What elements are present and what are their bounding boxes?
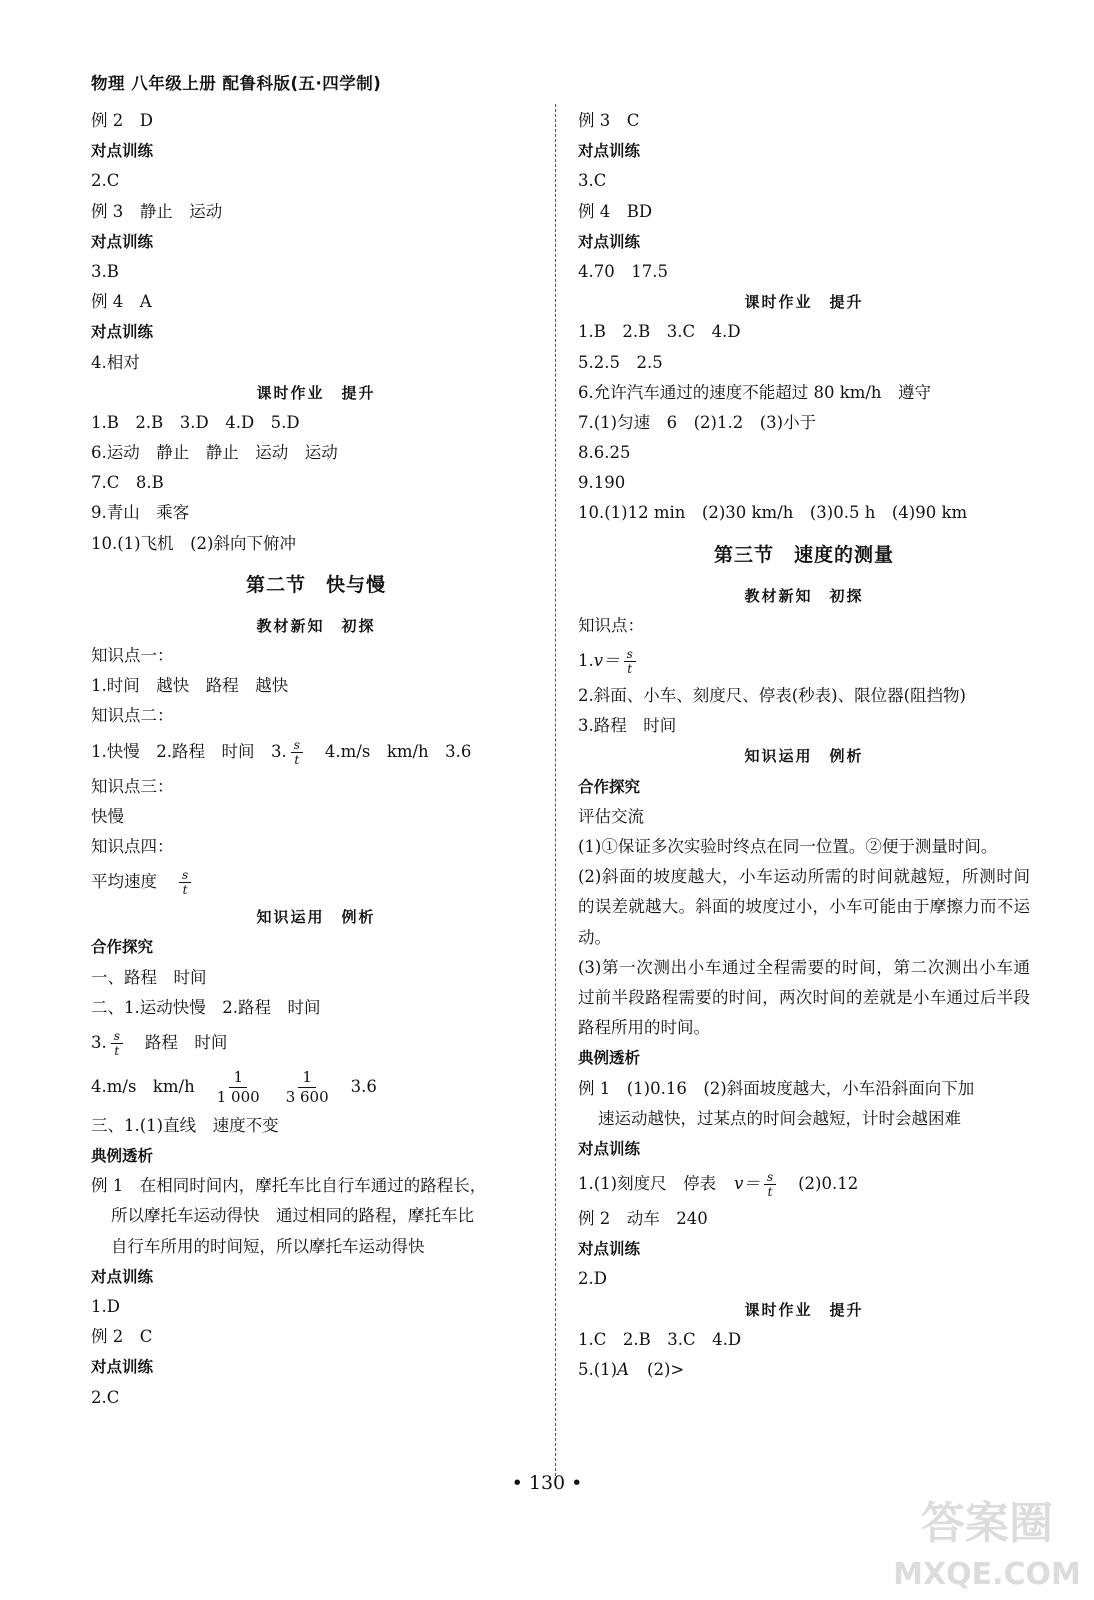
subsection-title: 课时作业 提升 <box>256 383 376 402</box>
subsection-title: 知识运用 例析 <box>744 747 864 766</box>
answer-text: 1.快慢 2.路程 时间 3. <box>91 741 287 761</box>
answer-text: 1.(1)刻度尺 停表 <box>578 1174 717 1194</box>
answer-line <box>91 862 541 902</box>
subheading: 对点训练 <box>578 142 641 161</box>
answer-line: 1.D <box>91 1297 120 1316</box>
answer-text: 1. <box>578 651 594 670</box>
answer-line: 例 1 在相同时间内，摩托车比自行车通过的路程长， <box>91 1176 487 1196</box>
column-divider <box>555 104 556 1476</box>
subheading: 对点训练 <box>578 232 641 251</box>
subheading: 对点训练 <box>91 323 154 342</box>
answer-line: 3.B <box>91 261 119 281</box>
fraction-one-over-3600: $\frac{1}{3 600}$ <box>285 1067 329 1106</box>
answer-line: 6.允许汽车通过的速度不能超过 80 km/h 遵守 <box>578 382 932 402</box>
answer-line <box>578 641 1030 681</box>
knowledge-point-label: 知识点一： <box>91 646 174 665</box>
watermark-logo <box>892 1488 1082 1593</box>
answer-line: 2.斜面、小车、刻度尺、停表(秒表)、限位器(阻挡物) <box>578 686 966 705</box>
answer-line: 5.2.5 2.5 <box>578 352 663 372</box>
answer-text: (2)> <box>647 1360 685 1380</box>
section-title: 第三节 速度的测量 <box>713 543 894 566</box>
answer-text: 3.6 <box>350 1076 377 1096</box>
answer-line: 例 2 动车 240 <box>578 1209 708 1229</box>
answer-line: 8.6.25 <box>578 443 631 463</box>
knowledge-point-label: 知识点三： <box>91 776 174 796</box>
answer-line: 1.B 2.B 3.D 4.D 5.D <box>91 412 300 432</box>
answer-line <box>91 1063 541 1111</box>
answer-line: 速运动越快，过某点的时间会越短，计时会越困难 <box>598 1108 961 1128</box>
fraction-s-over-t: $\frac{s}{t}$ <box>291 739 303 766</box>
knowledge-point-label: 知识点四： <box>91 836 174 856</box>
answer-line: 10.(1)飞机 (2)斜向下俯冲 <box>91 533 296 553</box>
knowledge-point-label: 知识点： <box>578 615 644 635</box>
subheading: 合作探究 <box>578 777 641 796</box>
subsection-title: 教材新知 初探 <box>256 616 376 635</box>
subheading: 对点训练 <box>578 1139 641 1158</box>
answer-line <box>91 732 541 772</box>
knowledge-point-label: 知识点二： <box>91 706 174 726</box>
answer-text: 4.m/s km/h <box>91 1076 195 1096</box>
answer-text: 3. <box>91 1032 107 1052</box>
answer-text: 平均速度 <box>91 872 157 892</box>
watermark-text-bottom: MXQE.COM <box>893 1557 1081 1592</box>
page-header: 物理 八年级上册 配鲁科版(五·四学制) <box>91 74 382 93</box>
subheading: 典例透析 <box>91 1147 154 1166</box>
answer-text: (2)0.12 <box>798 1174 859 1194</box>
subheading: 对点训练 <box>91 1358 154 1377</box>
answer-line: 4.相对 <box>91 352 140 372</box>
subsection-title: 课时作业 提升 <box>744 1300 864 1319</box>
paragraph: (3)第一次测出小车通过全程需要的时间，第二次测出小车通过前半段路程需要的时间，两次时间的差就是小车通过后半段路程所用的时间。 <box>578 957 1030 1038</box>
formula-v: v＝ <box>593 651 620 670</box>
answer-text: 4.m/s km/h 3.6 <box>324 741 472 761</box>
answer-line: 例 1 (1)0.16 (2)斜面坡度越大，小车沿斜面向下加 <box>578 1078 975 1098</box>
right-column <box>578 106 1030 1385</box>
paragraph: (1)①保证多次实验时终点在同一位置。②便于测量时间。 <box>578 836 998 856</box>
answer-line: 1.时间 越快 路程 越快 <box>91 676 289 696</box>
answer-line: 例 4 BD <box>578 201 653 221</box>
answer-line: 快慢 <box>91 806 124 826</box>
answer-line: 6.运动 静止 静止 运动 运动 <box>91 443 338 463</box>
fraction-s-over-t: $\frac{s}{t}$ <box>624 648 636 675</box>
section-title: 第二节 快与慢 <box>245 573 386 596</box>
answer-line: 7.(1)匀速 6 (2)1.2 (3)小于 <box>578 412 817 432</box>
watermark-text-top: 答案圈 <box>921 1498 1053 1549</box>
answer-line: 1.C 2.B 3.C 4.D <box>578 1329 742 1349</box>
answer-line: 9.190 <box>578 473 626 493</box>
answer-line: 二、1.运动快慢 2.路程 时间 <box>91 997 321 1017</box>
subsection-title: 课时作业 提升 <box>744 293 864 312</box>
answer-line: 例 4 A <box>91 292 152 312</box>
answer-line: 所以摩托车运动得快 通过相同的路程，摩托车比 <box>111 1206 474 1226</box>
subheading: 对点训练 <box>91 232 154 251</box>
answer-line: 2.D <box>578 1269 607 1289</box>
answer-line <box>578 1355 1030 1385</box>
answer-line: 2.C <box>91 171 120 191</box>
answer-line: 例 2 C <box>91 1327 153 1347</box>
subheading: 评估交流 <box>578 806 644 826</box>
answer-line: 7.C 8.B <box>91 473 164 493</box>
answer-text: 5.(1) <box>578 1360 618 1380</box>
page-number: • 130 • <box>511 1472 583 1494</box>
subheading: 典例透析 <box>578 1049 641 1068</box>
paragraph: (2)斜面的坡度越大，小车运动所需的时间就越短，所测时间的误差就越大。斜面的坡度过小，小车可能由于摩擦力而不运动。 <box>578 867 1030 947</box>
answer-line <box>578 1164 1030 1204</box>
formula-v: v＝ <box>734 1174 760 1194</box>
answer-line <box>91 1023 541 1063</box>
answer-line: 10.(1)12 min (2)30 km/h (3)0.5 h (4)90 km <box>578 503 968 523</box>
subsection-title: 知识运用 例析 <box>256 908 376 927</box>
fraction-one-over-1000: $\frac{1}{1 000}$ <box>216 1067 260 1106</box>
answer-line: 3.C <box>578 171 607 191</box>
answer-text: A <box>617 1360 630 1380</box>
subheading: 对点训练 <box>578 1240 641 1259</box>
subheading: 合作探究 <box>91 938 154 957</box>
answer-text: 路程 时间 <box>144 1032 228 1052</box>
answer-line: 2.C <box>91 1387 120 1407</box>
answer-line: 3.路程 时间 <box>578 716 677 736</box>
subheading: 对点训练 <box>91 1267 154 1286</box>
subsection-title: 教材新知 初探 <box>744 586 864 605</box>
answer-line: 9.青山 乘客 <box>91 503 190 523</box>
subheading: 对点训练 <box>91 142 154 161</box>
answer-line: 例 3 静止 运动 <box>91 201 223 221</box>
answer-line: 自行车所用的时间短，所以摩托车运动得快 <box>111 1236 425 1256</box>
fraction-s-over-t: $\frac{s}{t}$ <box>179 869 191 896</box>
answer-line: 例 3 C <box>578 111 640 130</box>
answer-line: 例 2 D <box>91 111 153 130</box>
answer-line: 4.70 17.5 <box>578 261 668 281</box>
answer-line: 一、路程 时间 <box>91 967 207 987</box>
left-column <box>91 106 541 1413</box>
answer-line: 三、1.(1)直线 速度不变 <box>91 1115 279 1135</box>
answer-line: 1.B 2.B 3.C 4.D <box>578 322 741 342</box>
fraction-s-over-t: $\frac{s}{t}$ <box>111 1030 123 1057</box>
fraction-s-over-t: $\frac{s}{t}$ <box>764 1171 776 1198</box>
